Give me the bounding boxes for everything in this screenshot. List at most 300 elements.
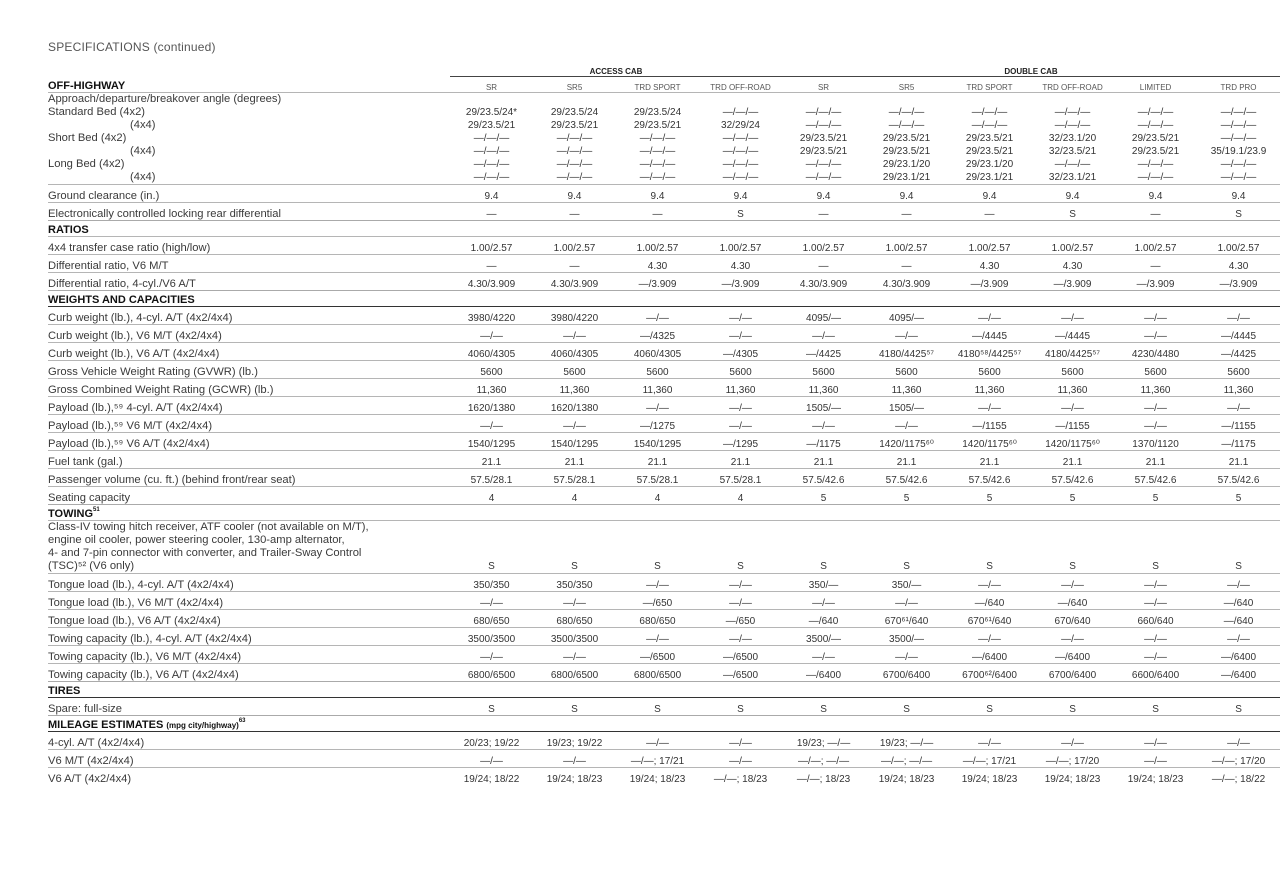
spec-value: 21.1	[533, 451, 616, 469]
angle-row	[48, 158, 1280, 171]
section-cell	[48, 505, 1280, 521]
spec-value: 9.4	[948, 185, 1031, 203]
spec-value: 57.5/42.6	[865, 469, 948, 487]
spec-row	[48, 646, 1280, 664]
spec-value: 1.00/2.57	[1031, 237, 1114, 255]
spec-value: 11,360	[1114, 379, 1197, 397]
spec-value: —/—/—	[1137, 159, 1174, 170]
angle-heading-row	[48, 93, 1280, 107]
column-header: SR	[485, 83, 498, 92]
spec-value: —/—/—	[888, 107, 925, 118]
spec-value: 660/640	[1114, 610, 1197, 628]
spec-value: 29/23.1/20	[965, 159, 1014, 170]
spec-value: —/—; 17/21	[948, 750, 1031, 768]
spec-value: 19/23; —/—	[865, 732, 948, 750]
spec-value: —/—	[1114, 325, 1197, 343]
spec-value: —	[1114, 255, 1197, 273]
spec-label: 4-cyl. A/T (4x2/4x4)	[48, 732, 450, 750]
spec-value: —/—	[450, 415, 533, 433]
spec-value: —/—/—	[1220, 133, 1257, 144]
spec-value: 4.30/3.909	[450, 273, 533, 291]
spec-row	[48, 592, 1280, 610]
spec-value: 29/23.5/24	[550, 107, 599, 118]
spec-value: 4095/—	[865, 307, 948, 325]
spec-value: 29/23.5/21	[799, 146, 848, 157]
spec-value: 350/350	[450, 574, 533, 592]
spec-value: 9.4	[782, 185, 865, 203]
spec-label: Gross Vehicle Weight Rating (GVWR) (lb.)	[48, 361, 450, 379]
section-row	[48, 682, 1280, 698]
spec-value: —/—	[699, 628, 782, 646]
spec-value: —/—; 18/22	[1197, 768, 1280, 786]
spec-value: —/4445	[948, 325, 1031, 343]
spec-value: —/—	[1031, 307, 1114, 325]
spec-value: 19/24; 18/23	[533, 768, 616, 786]
spec-value: —/—/—	[1054, 120, 1091, 131]
spec-label: Towing capacity (lb.), V6 A/T (4x2/4x4)	[48, 664, 450, 682]
spec-value: —/—	[948, 574, 1031, 592]
spec-value: 4.30	[1031, 255, 1114, 273]
angle-bed-label: Long Bed (4x2)	[48, 158, 125, 170]
spec-value: —/—; —/—	[782, 750, 865, 768]
spec-label: Fuel tank (gal.)	[48, 451, 450, 469]
spec-value: 32/23.1/20	[1048, 133, 1097, 144]
spec-value: S	[450, 521, 533, 574]
spec-value: 6700/6400	[865, 664, 948, 682]
spec-value: 4	[450, 487, 533, 505]
spec-value: S	[948, 698, 1031, 716]
spec-value: —/4445	[1031, 325, 1114, 343]
section-row	[48, 505, 1280, 521]
spec-value: 1540/1295	[533, 433, 616, 451]
spec-value: 21.1	[1114, 451, 1197, 469]
spec-value: —/640	[1197, 592, 1280, 610]
spec-value: —	[533, 203, 616, 221]
spec-value: —/1155	[1197, 415, 1280, 433]
spec-value: 9.4	[1031, 185, 1114, 203]
spec-value: —/—	[450, 750, 533, 768]
spec-value: 11,360	[782, 379, 865, 397]
spec-value: —/6500	[616, 646, 699, 664]
spec-value: 19/23; 19/22	[533, 732, 616, 750]
spec-value: 29/23.1/21	[965, 172, 1014, 183]
spec-value: —/—/—	[473, 146, 510, 157]
spec-value: S	[533, 521, 616, 574]
spec-value: 1540/1295	[616, 433, 699, 451]
spec-value: —/—	[1197, 397, 1280, 415]
spec-value: —/4445	[1197, 325, 1280, 343]
spec-value: 29/23.5/21	[1131, 133, 1180, 144]
spec-value: —/1155	[948, 415, 1031, 433]
spec-value: 1.00/2.57	[616, 237, 699, 255]
spec-value: —	[450, 203, 533, 221]
spec-row	[48, 273, 1280, 291]
spec-value: 4230/4480	[1114, 343, 1197, 361]
spec-value: —/—	[699, 325, 782, 343]
spec-value: —/—/—	[805, 120, 842, 131]
empty-cell	[450, 93, 1280, 107]
spec-value: —/—	[616, 397, 699, 415]
spec-row	[48, 750, 1280, 768]
spec-value: 4180⁵⁸/4425⁵⁷	[948, 343, 1031, 361]
spec-value: 29/23.5/21	[965, 133, 1014, 144]
spec-value: 5600	[782, 361, 865, 379]
spec-value: 57.5/28.1	[699, 469, 782, 487]
spec-value: 350/—	[865, 574, 948, 592]
towing-package-label	[48, 521, 450, 574]
spec-value: 21.1	[865, 451, 948, 469]
spec-value: 5	[782, 487, 865, 505]
spec-value: —	[1114, 203, 1197, 221]
section-ratios: RATIOS	[48, 224, 89, 236]
section-cell	[48, 716, 1280, 732]
spec-value: 11,360	[865, 379, 948, 397]
spec-value: 350/350	[533, 574, 616, 592]
spec-value: 11,360	[1197, 379, 1280, 397]
spec-value: —/—/—	[1220, 172, 1257, 183]
angle-row	[48, 119, 1280, 132]
column-header: SR5	[566, 83, 583, 92]
spec-label: Curb weight (lb.), 4-cyl. A/T (4x2/4x4)	[48, 307, 450, 325]
spec-value: 1620/1380	[533, 397, 616, 415]
spec-value: S	[1031, 698, 1114, 716]
spec-value: —/—/—	[888, 120, 925, 131]
spec-value: —/—	[865, 325, 948, 343]
spec-value: 670⁶¹/640	[865, 610, 948, 628]
spec-value: 1.00/2.57	[699, 237, 782, 255]
spec-value: 1370/1120	[1114, 433, 1197, 451]
spec-value: 350/—	[782, 574, 865, 592]
spec-value: —/650	[616, 592, 699, 610]
spec-value: —/—	[450, 646, 533, 664]
spec-value: —	[865, 255, 948, 273]
angle-bed-label: (4x4)	[130, 145, 156, 157]
spec-value: S	[616, 698, 699, 716]
spec-value: —/—/—	[1220, 107, 1257, 118]
angle-bed-label: (4x4)	[130, 171, 156, 183]
spec-value: —/—	[1114, 646, 1197, 664]
spec-value: —/6400	[948, 646, 1031, 664]
spec-value: —/—; 17/20	[1031, 750, 1114, 768]
spec-value: 9.4	[450, 185, 533, 203]
spec-value: —/1175	[1197, 433, 1280, 451]
spec-value: 11,360	[533, 379, 616, 397]
spec-row	[48, 469, 1280, 487]
spec-value: —/—	[1197, 307, 1280, 325]
spec-row	[48, 361, 1280, 379]
spec-value: 57.5/42.6	[948, 469, 1031, 487]
spec-value: 4.30/3.909	[782, 273, 865, 291]
spec-value: —/640	[948, 592, 1031, 610]
spec-value: —/1155	[1031, 415, 1114, 433]
spec-value: S	[865, 698, 948, 716]
spec-value: —/—	[450, 592, 533, 610]
spec-value: 5600	[1197, 361, 1280, 379]
spec-value: —	[782, 255, 865, 273]
spec-value: 9.4	[616, 185, 699, 203]
spec-row	[48, 343, 1280, 361]
spec-value: S	[1031, 203, 1114, 221]
spec-value: 9.4	[865, 185, 948, 203]
spec-value: 1.00/2.57	[533, 237, 616, 255]
spec-value: S	[782, 521, 865, 574]
spec-value: 1420/1175⁶⁰	[1031, 433, 1114, 451]
spec-value: —/—/—	[1220, 159, 1257, 170]
spec-value: 5	[865, 487, 948, 505]
spec-value: 11,360	[699, 379, 782, 397]
column-header: TRD OFF-ROAD	[1042, 83, 1103, 92]
spec-value: —/—	[533, 592, 616, 610]
spec-value: 4060/4305	[616, 343, 699, 361]
spec-value: —/—	[699, 307, 782, 325]
spec-value: 1505/—	[782, 397, 865, 415]
spec-value: —/3.909	[948, 273, 1031, 291]
spec-value: —/—	[948, 732, 1031, 750]
section-row	[48, 221, 1280, 237]
spec-value: 32/23.1/21	[1048, 172, 1097, 183]
spec-label: 4x4 transfer case ratio (high/low)	[48, 237, 450, 255]
spec-value: 57.5/28.1	[616, 469, 699, 487]
spec-value: —/—/—	[805, 107, 842, 118]
spec-value: 1.00/2.57	[1114, 237, 1197, 255]
spec-value: 4.30/3.909	[865, 273, 948, 291]
spec-value: S	[1031, 521, 1114, 574]
spec-label: Curb weight (lb.), V6 A/T (4x2/4x4)	[48, 343, 450, 361]
spec-value: 11,360	[616, 379, 699, 397]
spec-value: —/640	[1031, 592, 1114, 610]
spec-value: 6800/6500	[450, 664, 533, 682]
spec-value: —/—/—	[639, 133, 676, 144]
spec-value: S	[533, 698, 616, 716]
spec-value: —/3.909	[1031, 273, 1114, 291]
spec-value: 680/650	[450, 610, 533, 628]
spec-row	[48, 451, 1280, 469]
spec-value: 6800/6500	[533, 664, 616, 682]
spec-value: 1.00/2.57	[782, 237, 865, 255]
specifications-table	[48, 62, 1280, 785]
spec-value: —/—	[616, 628, 699, 646]
spec-value: 29/23.5/21	[550, 120, 599, 131]
spec-value: 29/23.5/21	[1131, 146, 1180, 157]
spec-value: —/—/—	[473, 172, 510, 183]
spec-value: —/4425	[1197, 343, 1280, 361]
spec-value: 3500/—	[782, 628, 865, 646]
spec-value: —/—; 17/21	[616, 750, 699, 768]
spec-value: —/—	[782, 325, 865, 343]
spec-value: —/—/—	[556, 159, 593, 170]
spec-value: —/—/—	[556, 172, 593, 183]
angle-label	[48, 171, 450, 185]
spec-value: 57.5/42.6	[782, 469, 865, 487]
towing-package-line: engine oil cooler, power steering cooler, 130-amp alternator,	[48, 534, 345, 546]
angle-label	[48, 158, 450, 171]
spec-row	[48, 185, 1280, 203]
spec-value: 29/23.5/21	[633, 120, 682, 131]
spec-row	[48, 415, 1280, 433]
spec-value: —/—	[865, 415, 948, 433]
angle-row	[48, 145, 1280, 158]
spec-value: —/—; 18/23	[699, 768, 782, 786]
spec-value: —/—	[948, 397, 1031, 415]
spec-value: —/650	[699, 610, 782, 628]
spec-value: 9.4	[1197, 185, 1280, 203]
spec-value: —/—	[699, 750, 782, 768]
spec-value: —/6400	[1197, 646, 1280, 664]
spec-value: —/—/—	[1054, 159, 1091, 170]
spec-value: 29/23.5/24	[633, 107, 682, 118]
spec-value: —/—/—	[639, 146, 676, 157]
spec-value: S	[1197, 203, 1280, 221]
towing-package-row	[48, 521, 1280, 574]
spec-value: 3980/4220	[450, 307, 533, 325]
spec-value: 680/650	[533, 610, 616, 628]
spec-value: —	[533, 255, 616, 273]
spec-label: Payload (lb.),⁵⁹ 4-cyl. A/T (4x2/4x4)	[48, 397, 450, 415]
spec-value: —/6500	[699, 646, 782, 664]
spec-value: —/—/—	[722, 107, 759, 118]
footnote-marker: 51	[93, 507, 100, 513]
spec-value: —/—	[1031, 628, 1114, 646]
spec-value: —/—	[699, 574, 782, 592]
angle-label	[48, 132, 450, 145]
spec-value: 4	[699, 487, 782, 505]
spec-value: —/6400	[1197, 664, 1280, 682]
spec-value: —/—; —/—	[865, 750, 948, 768]
spec-value: —/—/—	[556, 146, 593, 157]
spec-value: —/4305	[699, 343, 782, 361]
section-weights: WEIGHTS AND CAPACITIES	[48, 294, 195, 306]
spec-value: —/—	[533, 750, 616, 768]
spec-value: S	[948, 521, 1031, 574]
spec-value: —/—	[1114, 415, 1197, 433]
spec-value: —/1295	[699, 433, 782, 451]
spec-value: 21.1	[782, 451, 865, 469]
spec-value: 5600	[616, 361, 699, 379]
spec-value: 4	[616, 487, 699, 505]
spec-value: 1540/1295	[450, 433, 533, 451]
spec-label: V6 A/T (4x2/4x4)	[48, 768, 450, 786]
spec-label: Payload (lb.),⁵⁹ V6 A/T (4x2/4x4)	[48, 433, 450, 451]
section-row	[48, 716, 1280, 732]
spec-value: —/—	[1114, 732, 1197, 750]
spec-value: —/—/—	[722, 133, 759, 144]
spec-value: 20/23; 19/22	[450, 732, 533, 750]
spec-value: 29/23.5/24*	[465, 107, 518, 118]
spec-value: 29/23.5/21	[965, 146, 1014, 157]
spec-label: Ground clearance (in.)	[48, 185, 450, 203]
spec-value: —/—/—	[639, 172, 676, 183]
spec-value: 3500/—	[865, 628, 948, 646]
spec-value: 4	[533, 487, 616, 505]
spec-label: Tongue load (lb.), V6 M/T (4x2/4x4)	[48, 592, 450, 610]
angle-bed-label: (4x4)	[130, 119, 156, 131]
section-subtitle: (mpg city/highway)	[166, 721, 239, 730]
spec-value: —/—/—	[639, 159, 676, 170]
spec-label: Differential ratio, V6 M/T	[48, 255, 450, 273]
spec-value: —/6500	[699, 664, 782, 682]
spec-value: 21.1	[1197, 451, 1280, 469]
spec-value: —	[616, 203, 699, 221]
column-header: SR5	[898, 83, 915, 92]
spec-value: 21.1	[450, 451, 533, 469]
page-title: SPECIFICATIONS (continued)	[48, 40, 216, 54]
spec-value: S	[865, 521, 948, 574]
spec-value: 9.4	[699, 185, 782, 203]
spec-value: —	[948, 203, 1031, 221]
spec-value: 5600	[699, 361, 782, 379]
spec-row	[48, 433, 1280, 451]
spec-value: S	[699, 203, 782, 221]
angle-bed-label: Short Bed (4x2)	[48, 132, 127, 144]
spec-value: 29/23.1/21	[882, 172, 931, 183]
spec-value: —/—	[948, 307, 1031, 325]
spec-value: —/—	[1031, 732, 1114, 750]
spec-value: —	[450, 255, 533, 273]
section-towing: TOWING	[48, 508, 94, 520]
spec-value: 4180/4425⁵⁷	[865, 343, 948, 361]
spec-value: 35/19.1/23.9	[1210, 146, 1267, 157]
spec-value: S	[616, 521, 699, 574]
spec-value: S	[782, 698, 865, 716]
spec-label: Payload (lb.),⁵⁹ V6 M/T (4x2/4x4)	[48, 415, 450, 433]
spec-value: —/640	[1197, 610, 1280, 628]
section-row	[48, 291, 1280, 307]
spec-row	[48, 574, 1280, 592]
spec-value: 5600	[1031, 361, 1114, 379]
spec-value: S	[699, 698, 782, 716]
spec-value: 1.00/2.57	[865, 237, 948, 255]
angle-row	[48, 132, 1280, 145]
spec-value: —/640	[782, 610, 865, 628]
spec-value: —/—/—	[971, 120, 1008, 131]
towing-package-line: (TSC)⁵² (V6 only)	[48, 560, 135, 572]
spec-value: 29/23.5/21	[882, 146, 931, 157]
spec-value: 5	[1114, 487, 1197, 505]
spec-value: 4.30/3.909	[533, 273, 616, 291]
towing-package-line: Class-IV towing hitch receiver, ATF cooler (not available on M/T),	[48, 521, 369, 533]
spec-value: —	[865, 203, 948, 221]
spec-value: —/—	[616, 732, 699, 750]
spec-value: —/4425	[782, 343, 865, 361]
spec-value: 57.5/42.6	[1197, 469, 1280, 487]
spec-value: 4.30	[616, 255, 699, 273]
spec-value: —/—/—	[1137, 107, 1174, 118]
spec-value: 4060/4305	[533, 343, 616, 361]
footnote-marker: 63	[238, 718, 246, 724]
spec-value: —/—	[450, 325, 533, 343]
angle-bed-label: Standard Bed (4x2)	[48, 106, 146, 118]
spec-label: Tongue load (lb.), 4-cyl. A/T (4x2/4x4)	[48, 574, 450, 592]
spec-value: 19/24; 18/23	[1031, 768, 1114, 786]
spec-value: —/6400	[782, 664, 865, 682]
spec-value: 680/650	[616, 610, 699, 628]
spec-value: —/—	[1031, 574, 1114, 592]
spec-label: Differential ratio, 4-cyl./V6 A/T	[48, 273, 450, 291]
spec-value: —	[782, 203, 865, 221]
angle-row	[48, 171, 1280, 185]
spec-value: 3980/4220	[533, 307, 616, 325]
spec-value: —/—	[782, 592, 865, 610]
spec-value: 19/24; 18/23	[616, 768, 699, 786]
spec-label: Seating capacity	[48, 487, 450, 505]
spec-value: 5600	[450, 361, 533, 379]
spec-value: —/—/—	[1220, 120, 1257, 131]
spec-value: 670⁶¹/640	[948, 610, 1031, 628]
spec-value: 11,360	[450, 379, 533, 397]
spec-value: 5600	[948, 361, 1031, 379]
spec-row	[48, 732, 1280, 750]
angle-label	[48, 119, 450, 132]
